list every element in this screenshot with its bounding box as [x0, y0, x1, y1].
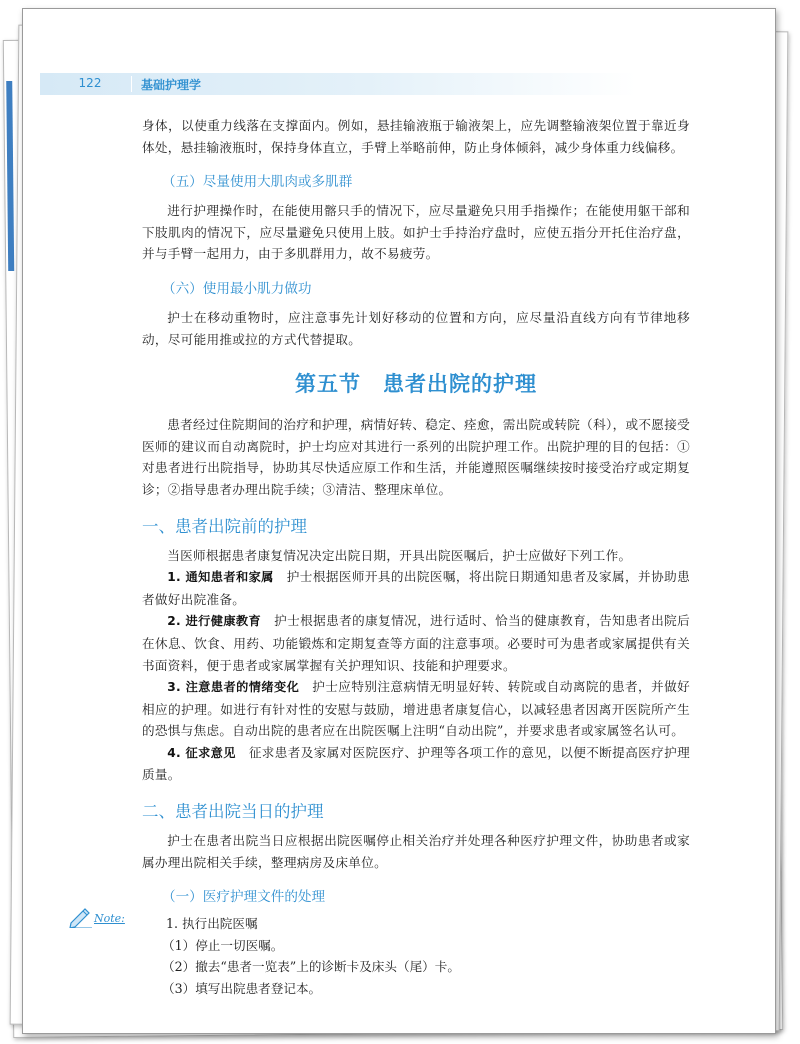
- item-text: 护士根据医师开具的出院医嘱，将出院日期通知患者及家属，并协助患者做好出院准备。: [142, 569, 690, 607]
- subheading-1: （一）医疗护理文件的处理: [162, 889, 326, 906]
- subheading-5: （五）尽量使用大肌肉或多肌群: [162, 174, 353, 191]
- paragraph: 当医师根据患者康复情况决定出院日期，开具出院医嘱后，护士应做好下列工作。: [167, 547, 632, 563]
- item-lead: 4. 征求意见: [167, 745, 236, 760]
- header-divider: [131, 76, 132, 92]
- section-heading-1: 一、患者出院前的护理: [142, 516, 307, 536]
- running-header-title: 基础护理学: [141, 78, 202, 92]
- paragraph: 护士在移动重物时，应注意事先计划好移动的位置和方向，应尽量沿直线方向有节律地移动，尽可能用推或拉的方式代替提取。: [142, 309, 690, 347]
- list-line: （1）停止一切医嘱。: [162, 937, 284, 953]
- page-number: 122: [78, 76, 102, 90]
- margin-note: [66, 906, 132, 930]
- paragraph: 进行护理操作时，在能使用髂只手的情况下，应尽量避免只用手指操作；在能使用躯干部和下肢肌肉的情况下，应尽量避免只使用上肢。如护士手持治疗盘时，应使五指分开托住治疗盘，并与手臂一起用力，由于多肌群用力，故不易疲劳。: [142, 203, 690, 262]
- item-text: 护士根据患者的康复情况，进行适时、恰当的健康教育，告知患者出院后在休息、饮食、用药、功能锻炼和定期复查等方面的注意事项。必要时可为患者或家属提供有关书面资料，便于患者或家属掌握有关护理知识、技能和护理要求。: [142, 613, 690, 673]
- paragraph: 身体，以使重力线落在支撑面内。例如，悬挂输液瓶于输液架上，应先调整输液架位置于靠近身体处，悬挂输液瓶时，保持身体直立，手臂上举略前伸，防止身体倾斜，减少身体重力线偏移。: [142, 118, 690, 155]
- item-text: 征求患者及家属对医院医疗、护理等各项工作的意见，以便不断提高医疗护理质量。: [142, 744, 691, 783]
- subheading-6: （六）使用最小肌力做功: [162, 280, 312, 297]
- section-heading-2: 二、患者出院当日的护理: [142, 802, 324, 822]
- item-lead: 1. 通知患者和家属: [167, 570, 274, 585]
- page-body: [142, 115, 690, 1000]
- item-lead: 2. 进行健康教育: [167, 614, 262, 629]
- paragraph: 护士在患者出院当日应根据出院医嘱停止相关治疗并处理各种医疗护理文件，协助患者或家属办理出院相关手续，整理病房及床单位。: [142, 833, 690, 870]
- pencil-icon: [68, 906, 94, 932]
- paragraph: 患者经过住院期间的治疗和护理，病情好转、稳定、痊愈，需出院或转院（科），或不愿接受医师的建议而自动离院时，护士均应对其进行一系列的出院护理工作。出院护理的目的包括：①对患者进行出院指导，协助其尽快适应原工作和生活，并能遵照医嘱继续按时接受治疗或定期复诊；②指导患者办理出院手续；③清洁、整理床单位。: [142, 417, 690, 497]
- list-line: （2）撤去“患者一览表”上的诊断卡及床头（尾）卡。: [162, 959, 460, 975]
- list-line: （3）填写出院患者登记本。: [162, 981, 322, 997]
- list-line: 1. 执行出院医嘱: [166, 916, 258, 932]
- list-item: [142, 610, 690, 676]
- page-edge-stripe: [6, 81, 14, 271]
- list-item: [142, 566, 690, 610]
- chapter-title: 第五节 患者出院的护理: [295, 371, 537, 397]
- item-text: 护士应特别注意病情无明显好转、转院或自动离院的患者，并做好相应的护理。如进行有针对性的安慰与鼓励，增进患者康复信心，以减轻患者因离开医院所产生的恐惧与焦虑。自动出院的患者应在出院医嘱上注明“自动出院”，并要求患者或家属签名认可。: [142, 679, 690, 739]
- list-item: [142, 742, 690, 786]
- item-lead: 3. 注意患者的情绪变化: [167, 680, 300, 695]
- note-label: Note:: [94, 912, 125, 925]
- list-item: [142, 676, 690, 742]
